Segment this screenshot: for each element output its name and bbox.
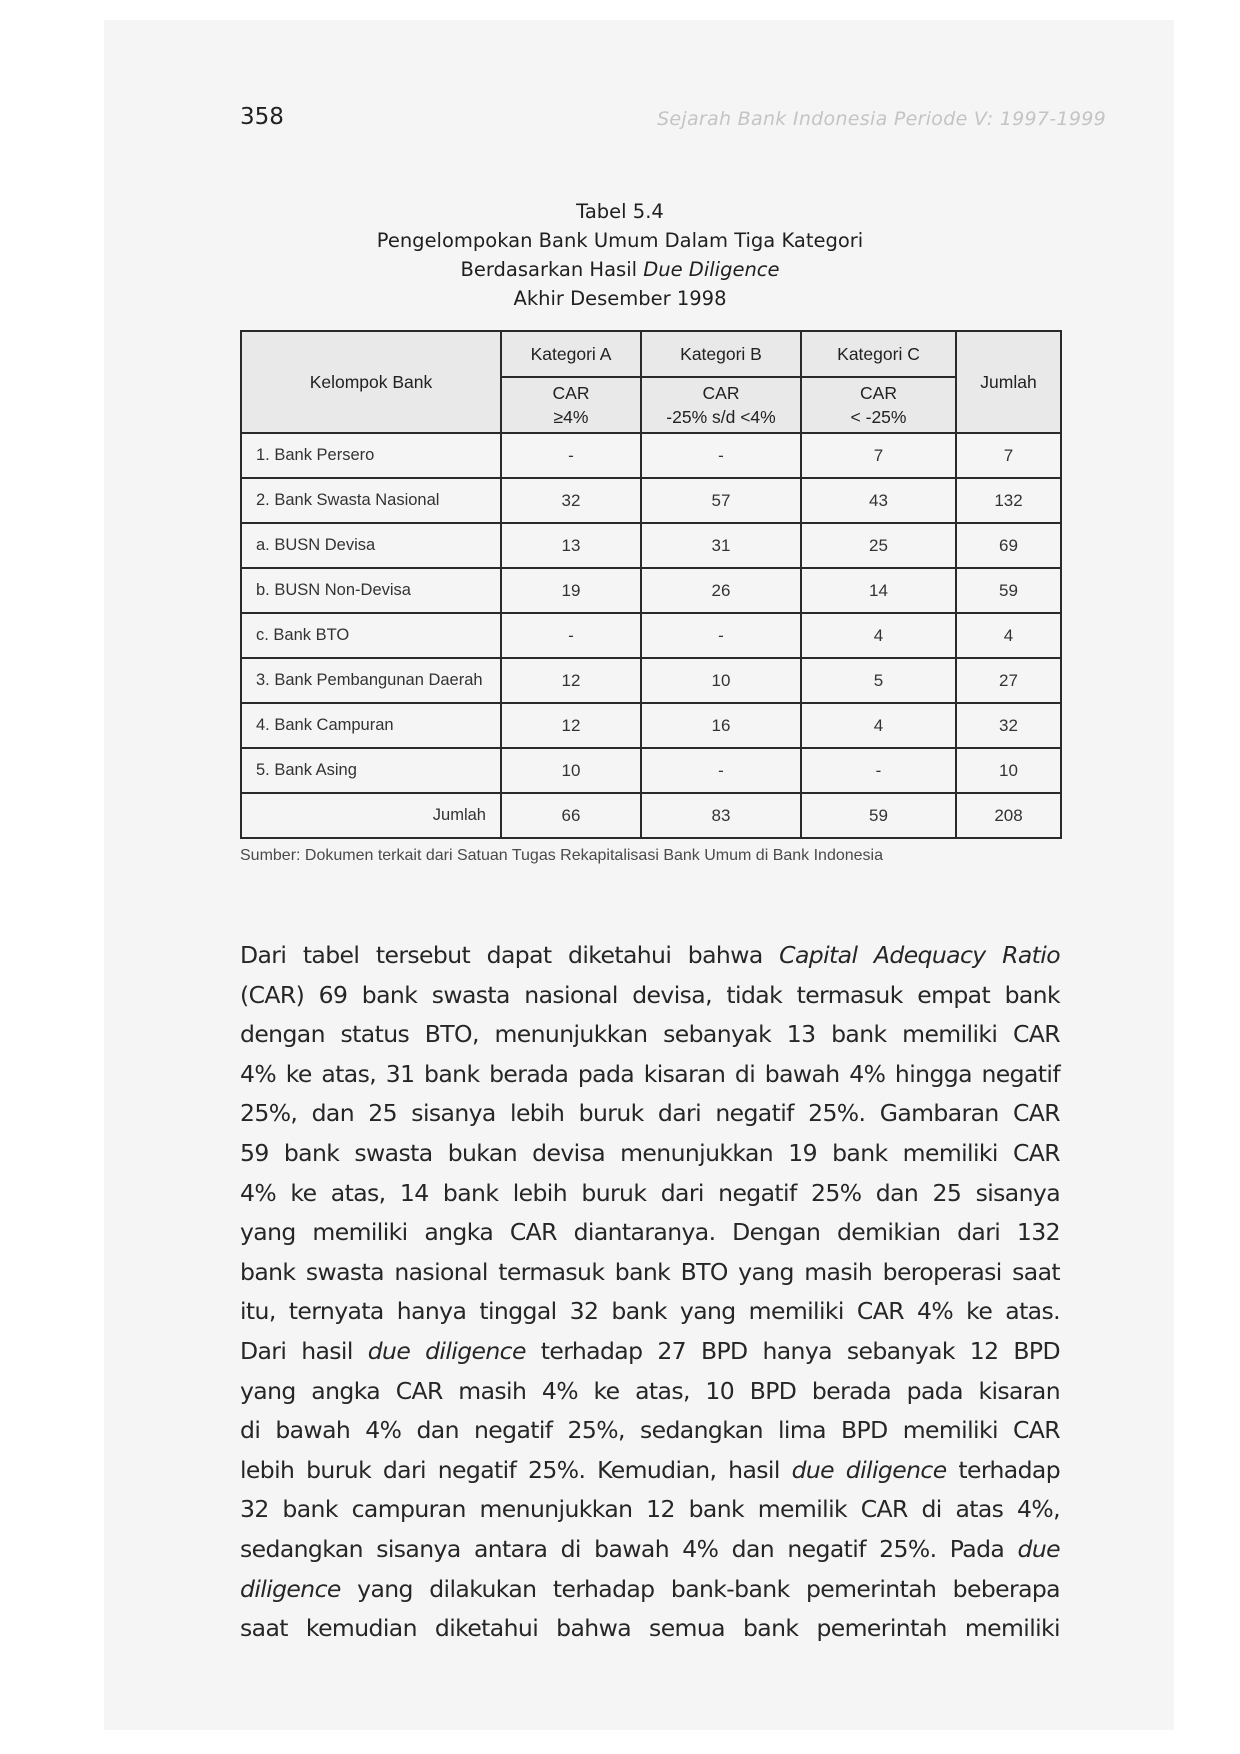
header-car-c: CAR < -25%: [801, 377, 956, 433]
caption-title: Pengelompokan Bank Umum Dalam Tiga Kategori: [376, 229, 864, 252]
table-row: b. BUSN Non-Devisa 19 26 14 59: [241, 568, 1061, 613]
table-row: 4. Bank Campuran 12 16 4 32: [241, 703, 1061, 748]
caption-italic-term: Due Diligence: [643, 258, 780, 281]
page-number: 358: [240, 104, 284, 130]
body-line: yang angka CAR masih 4% ke atas, 10 BPD berada pada kisaran: [240, 1376, 1060, 1405]
bank-category-table: [240, 330, 1062, 839]
body-line: itu, ternyata hanya tinggal 32 bank yang memiliki CAR 4% ke atas.: [240, 1297, 1060, 1326]
body-line: sedangkan sisanya antara di bawah 4% dan negatif 25%. Pada due: [240, 1534, 1060, 1563]
body-paragraph: [240, 936, 1060, 1649]
header-kelompok-bank: Kelompok Bank: [241, 331, 501, 433]
caption-table-number: Tabel 5.4: [576, 200, 664, 223]
table-row: 1. Bank Persero - - 7 7: [241, 433, 1061, 478]
table-source-note: Sumber: Dokumen terkait dari Satuan Tugas Rekapitalisasi Bank Umum di Bank Indonesia: [240, 847, 883, 864]
body-line: Dari hasil due diligence terhadap 27 BPD hanya sebanyak 12 BPD: [240, 1336, 1061, 1365]
header-kategori-c: Kategori C: [801, 331, 956, 377]
body-line: 25%, dan 25 sisanya lebih buruk dari negatif 25%. Gambaran CAR: [240, 1099, 1060, 1128]
body-line: saat kemudian diketahui bahwa semua bank pemerintah memiliki: [240, 1614, 1060, 1643]
header-car-a: CAR ≥4%: [501, 377, 641, 433]
table-row: 3. Bank Pembangunan Daerah 12 10 5 27: [241, 658, 1061, 703]
header-car-b: CAR -25% s/d <4%: [641, 377, 801, 433]
table-row: 2. Bank Swasta Nasional 32 57 43 132: [241, 478, 1061, 523]
header-jumlah: Jumlah: [956, 331, 1061, 433]
header-kategori-a: Kategori A: [501, 331, 641, 377]
header-kategori-b: Kategori B: [641, 331, 801, 377]
table-row: 5. Bank Asing 10 - - 10: [241, 748, 1061, 793]
running-title: Sejarah Bank Indonesia Periode V: 1997-1999: [657, 108, 1106, 130]
body-line: 32 bank campuran menunjukkan 12 bank memilik CAR di atas 4%,: [240, 1495, 1060, 1524]
body-line: diligence yang dilakukan terhadap bank-bank pemerintah beberapa: [240, 1574, 1060, 1603]
body-line: lebih buruk dari negatif 25%. Kemudian, hasil due diligence terhadap: [240, 1455, 1061, 1484]
body-line: yang memiliki angka CAR diantaranya. Dengan demikian dari 132: [240, 1218, 1060, 1247]
body-line: 59 bank swasta bukan devisa menunjukkan 19 bank memiliki CAR: [240, 1138, 1060, 1167]
body-line: di bawah 4% dan negatif 25%, sedangkan lima BPD memiliki CAR: [240, 1416, 1060, 1445]
body-line: (CAR) 69 bank swasta nasional devisa, tidak termasuk empat bank: [240, 980, 1060, 1009]
body-line: dengan status BTO, menunjukkan sebanyak 13 bank memiliki CAR: [240, 1020, 1060, 1049]
caption-subtitle: Berdasarkan Hasil Due Diligence: [460, 258, 780, 281]
table-caption: [0, 197, 1240, 313]
body-line: 4% ke atas, 31 bank berada pada kisaran di bawah 4% hingga negatif: [240, 1059, 1060, 1088]
body-line: bank swasta nasional termasuk bank BTO yang masih beroperasi saat: [240, 1257, 1060, 1286]
body-line: Dari tabel tersebut dapat diketahui bahwa Capital Adequacy Ratio: [240, 941, 1060, 969]
caption-date: Akhir Desember 1998: [513, 287, 727, 310]
body-line: 4% ke atas, 14 bank lebih buruk dari negatif 25% dan 25 sisanya: [240, 1178, 1060, 1207]
table-total-row: Jumlah 66 83 59 208: [241, 793, 1061, 838]
table-row: a. BUSN Devisa 13 31 25 69: [241, 523, 1061, 568]
table-row: c. Bank BTO - - 4 4: [241, 613, 1061, 658]
page-header: [240, 104, 1106, 140]
